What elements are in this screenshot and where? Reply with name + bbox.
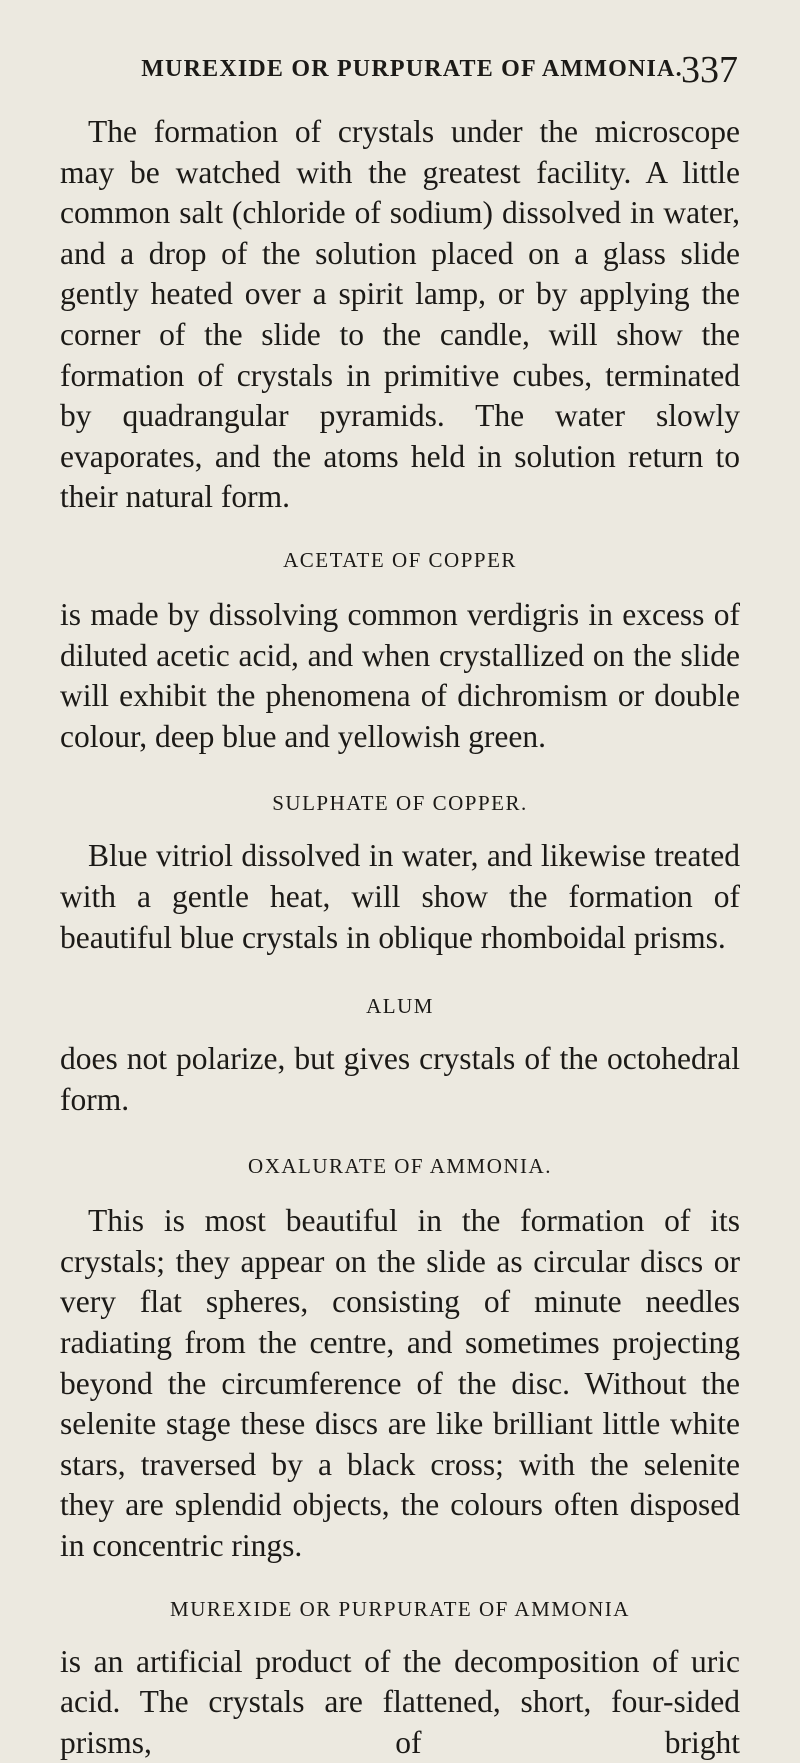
running-head [60,49,740,100]
alum-paragraph: does not polarize, but gives crystals of the octohedral form. [60,1041,740,1117]
heading-sulphate-of-copper: SULPHATE OF COPPER. [272,791,528,816]
intro-paragraph: The formation of crystals under the microscope may be watched with the greatest facility. A little common salt (chloride of sodium) dissolved in water, and a drop of the solution placed on a glass slide gently heated over a spirit lamp, or by applying the corner of the slide to the candle, will show the formation of crystals in primitive cubes, terminated by quadrangular pyramids. The water slowly evaporates, and the atoms held in solution return to their natural form. [60,114,740,515]
oxalurate-paragraph: This is most beautiful in the formation of its crystals; they appear on the slide as circular discs or very flat spheres, consisting of minute needles radiating from the centre, and sometimes projecting beyond the circumference of the disc. Without the selenite stage these discs are like brilliant little white stars, traversed by a black cross; with the selenite they are splendid objects, the colours often disposed in concentric rings. [60,1203,740,1564]
heading-acetate-of-copper: ACETATE OF COPPER [283,547,517,572]
acetate-paragraph: is made by dissolving common verdigris in excess of diluted acetic acid, and when crystallized on the slide will exhibit the phenomena of dichromism or double colour, deep blue and yellowish green. [60,596,740,754]
running-head-title: MUREXIDE OR PURPURATE OF AMMONIA. [141,56,683,82]
heading-murexide: MUREXIDE OR PURPURATE OF AMMONIA [170,1596,630,1621]
page-number: 337 [681,49,738,91]
murexide-paragraph: is an artificial product of the decomposition of uric acid. The crystals are flattened, short, four-sided prisms, of bright [60,1643,740,1760]
sulphate-paragraph: Blue vitriol dissolved in water, and likewise treated with a gentle heat, will show the formation of beautiful blue crystals in oblique rhomboidal prisms. [60,838,740,955]
heading-oxalurate-of-ammonia: OXALURATE OF AMMONIA. [248,1154,552,1179]
heading-alum: ALUM [366,994,434,1019]
